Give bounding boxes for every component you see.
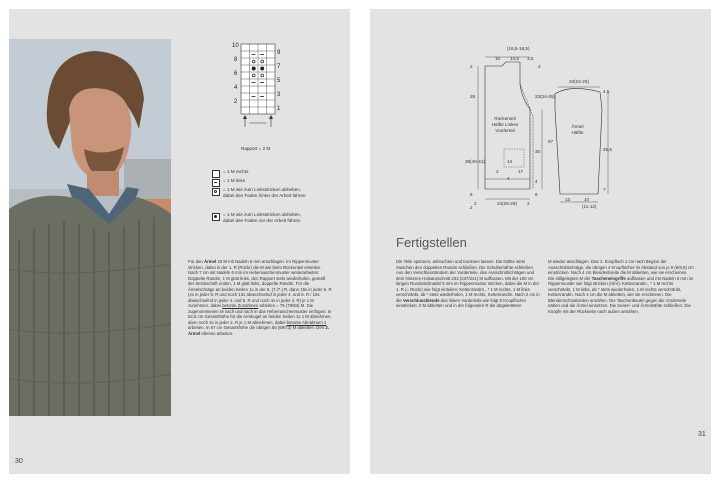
sleeve-dim-left-57: 57: [548, 139, 554, 144]
body-dim-top-3: 3,5: [527, 56, 534, 61]
chart-row-2: 2: [234, 99, 238, 105]
sleeve-schematic: [550, 84, 610, 209]
sleeve-dim-top: 23(24-25): [569, 79, 589, 84]
body-dim-left-39: 39(40-41): [465, 159, 485, 164]
slip-yarn-front-icon: [212, 213, 220, 221]
slip-yarn-back-icon: [212, 188, 220, 196]
purl-symbol-icon: [212, 179, 220, 187]
sleeve-dim-right-7: 7: [603, 187, 606, 192]
chart-row-8: 8: [234, 57, 238, 63]
left-page: [9, 9, 350, 474]
chart-row-7: 7: [277, 64, 281, 70]
body-dim-bottom-right: 2: [527, 201, 530, 206]
chart-row-9: 9: [277, 50, 281, 56]
sleeve-dim-right-45-5: 45,5: [603, 147, 612, 152]
body-dim-top-unit-right: 2: [538, 64, 541, 69]
page-number-right: 31: [698, 431, 706, 438]
body-dim-inner-17: 17: [518, 169, 524, 174]
legend-item-purl: = 1 M links: [212, 178, 312, 186]
body-dim-bottom-width: 24(26-28): [497, 201, 517, 206]
body-schematic-label: Rückenteil Hälfte Linkes Vorderteil: [491, 116, 519, 133]
chart-row-5: 5: [277, 78, 281, 84]
legend-item-knit: = 1 M rechts: [212, 169, 312, 177]
sleeve-dim-right-4-5: 4,5: [603, 89, 610, 94]
sleeve-schematic-label: Ärmel Hälfte: [571, 124, 584, 135]
finishing-text-col2: M wieder anschlagen. Das 1. Knopfloch 1 cm nach Beginn der Ausschnittschräge, die übrigen 4 Knopflöcher im Abstand von je 9 (9/9,5) cm einstricken. Nach 4 cm Blendenbreite die M abketten, wie sie erscheinen. Die stillgelegten M der Tascheneingriffe auffassen und mit Nadeln 5 mm im Rippenmuster wie folgt stricken (Hinr): Kettenrandm., * 1 M rechts verschränkt, 1 M links, ab * stets wiederholen, 1 M rechts verschränkt, Kettenrandm. Nach 4 cm die M abketten, wie sie erscheinen. Die Blendenschmalseiten annähen. Die Taschenbeutel gegen die Vorderteile nähen und die Ärmel einsetzen. Die Seiten- und Ärmelnähte schließen. Die Knöpfe mit der Rückseite nach außen annähen.: [548, 259, 694, 314]
page-number-left: 30: [15, 458, 23, 465]
body-dim-inner-2: 2: [496, 169, 499, 174]
finishing-heading: Fertigstellen: [396, 235, 467, 250]
body-dim-inner-14: 14: [507, 159, 513, 164]
chart-rapport-label: Rapport = 2 M: [241, 146, 271, 151]
body-dim-left-6: 6: [470, 192, 473, 197]
body-dim-left-28: 28: [470, 94, 476, 99]
body-dim-top-unit-left: 2: [470, 64, 473, 69]
knitting-chart: [229, 41, 289, 159]
body-dim-bottom-left: 2: [474, 201, 477, 206]
body-dim-top-range: (16,5-18,5): [507, 46, 530, 51]
knit-symbol-icon: [212, 170, 220, 178]
sleeve-instructions: Für den Ärmel 43 M mit Nadeln 5 mm anschlagen. Im Rippenmuster stricken, dabei in der 1. R (Rückr) die M wie beim Rückenteil einteilen. Nach 7 cm mit Nadeln 6 mm im Hebemaschenmuster weiterarbeiten: Doppelte Randm, 1 M glatt links, den Rapport stets wiederholen, gemäß der Strickschrift enden, 1 M glatt links, doppelte Randm. Für die Ärmelschräge an beiden Seiten 1x in der 5. (7./7.) R, dann 15x in jeder 6. R (4x in jeder 6. R und noch 13x abwechselnd in jeder 4. und 6. R / 15x abwechselnd in jeder 4. und 6. R und noch 4x in jeder 4. R) je 1 M zunehmen, dabei betonte Zunahmen arbeiten = 75 (79/83) M. Die zugenommenen M nach und nach in das Hebemaschenmuster einfügen. In 52,5 cm Gesamthöhe für die Armkugel an beiden Seiten 1x 1 M abnehmen, dann noch 4x in jeder 2. R je 1 M abnehmen, dabei betonte Abnahmen 1 arbeiten. In 57 cm Gesamthöhe die übrigen 65 (69/73) M abketten. Den 2. Ärmel ebenso arbeiten.: [188, 259, 332, 336]
body-dim-left-2: 2: [470, 205, 473, 210]
sleeve-dim-bottom-range: (11-12): [582, 204, 597, 209]
finishing-text-col1: Die Teile spannen, anfeuchten und trocknen lassen. Die Nähte stets zwischen den doppelten Randm schließen. Die Schulternähte schließen. Aus den Verschlussrändern der Vorderteile, den Ausschnittschrägen und dem hinteren Halsausschnitt 233 (237/241) M auffassen. Mit der 100 cm langen Rundstricknadel 5 mm im Rippenmuster stricken, dabei die M in der 1. R (= Rückr) wie folgt einteilen: Kettenrandm., * 1 M rechts, 1 M links verschränkt, ab * stets wiederholen, 1 M rechts, Kettenrandm. Nach 2 cm in die Verschlussblende des linken Vorderteils wie folgt 5 Knopflöcher einstricken: 2 M abketten und in der folgenden R die abgeketteten: [396, 259, 540, 308]
right-page: [370, 9, 711, 474]
man-in-sweater-image: [9, 39, 171, 416]
sleeve-dim-bottom-10: 10: [584, 197, 590, 202]
body-dim-right-23: 23(24-25): [535, 94, 555, 99]
chart-row-3: 3: [277, 92, 281, 98]
chart-row-10: 10: [232, 43, 239, 49]
chart-row-4: 4: [234, 85, 238, 91]
legend-item-slip-back: = 1 M wie zum Linksstricken abheben, dabei den Faden hinter der Arbeit führen: [212, 187, 312, 198]
body-dim-right-30: 30: [535, 149, 541, 154]
chart-row-1: 1: [277, 106, 281, 112]
body-dim-right-6: 6: [535, 192, 538, 197]
body-dim-inner-4: 4: [507, 176, 510, 181]
body-dim-top-1: 10: [495, 56, 501, 61]
legend-item-slip-front: = 1 M wie zum Linksstricken abheben, dabei den Faden vor der Arbeit führen: [212, 212, 312, 223]
chart-row-6: 6: [234, 71, 238, 77]
body-dim-top-2: 14,5: [510, 56, 519, 61]
body-dim-right-4: 4: [535, 179, 538, 184]
model-photo: [9, 39, 171, 416]
sleeve-dim-bottom-13: 13: [565, 197, 571, 202]
